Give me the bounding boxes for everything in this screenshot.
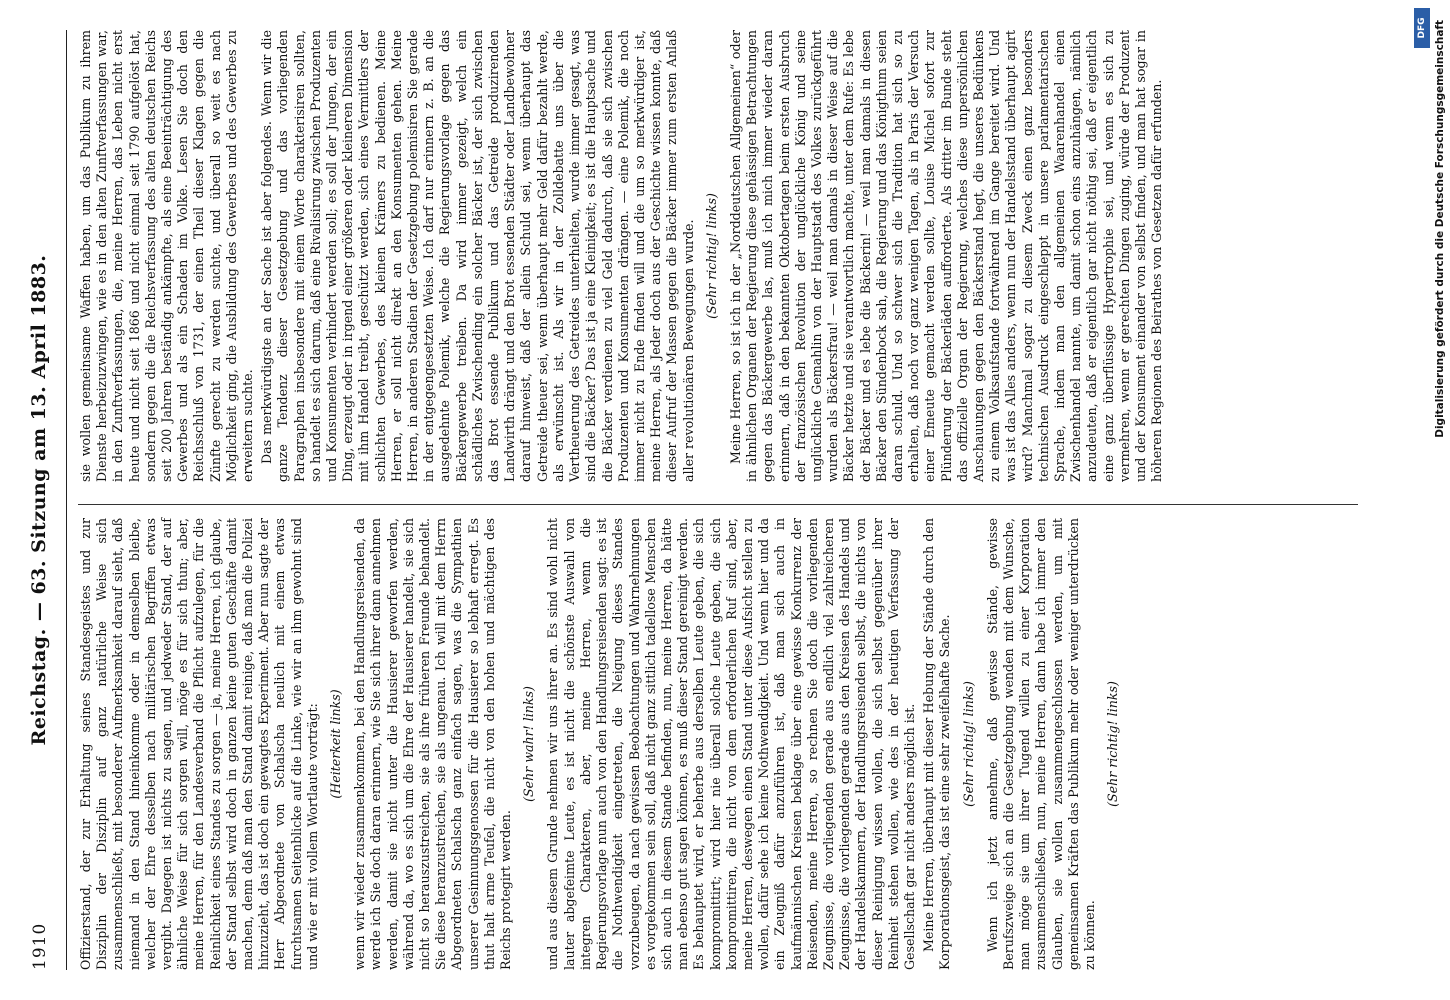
- interjection: (Heiterkeit links): [328, 689, 344, 799]
- page-header: [28, 30, 58, 970]
- credit-text: Digitalisierung gefördert durch die Deutsche Forschungsgemeinschaft: [1434, 20, 1446, 438]
- interjection: (Sehr richtig! links): [960, 681, 976, 807]
- running-title: Reichstag. — 63. Sitzung am 13. April 1883.: [28, 254, 50, 746]
- page-number: 1910: [30, 922, 50, 970]
- right-column: [78, 30, 1368, 482]
- header-rule: [66, 30, 67, 970]
- dfg-logo: [1414, 8, 1430, 48]
- sponsor-credit: [1412, 0, 1446, 1000]
- left-column: [78, 518, 1368, 970]
- interjection: (Sehr richtig! links): [1105, 681, 1121, 807]
- interjection: (Sehr wahr! links): [521, 686, 537, 802]
- paragraph: Offizierstand, der zur Erhaltung seines Standesgeistes und zur Disziplin der Disziplin auf ganz natürliche Weise sich zusammenschließt, mit besonderer Aufmerksamkeit darauf sieht, daß niemand in den Stand hineinkomme oder in demselben bleibe, welcher der Ehre desselben nach militärischen Begriffen etwas vergibt. Dagegen ist nichts zu sagen, und jedweder Stand, der auf ähnliche Weise für sich sorgen will, möge es für sich thun; aber, meine Herren, für den Landesverband die Pflicht aufzulegen, für die Reinlichkeit eines Standes zu sorgen — ja, meine Herren, ich glaube, der Stand selbst wird doch in ganzen keine guten Geschäfte damit machen, denn daß man den Stand damit reinige, daß man die Polizei hinzuzieht, das ist doch ein gewagtes Experiment. Aber nun sagte der Herr Abgeordnete von Schalscha neulich mit einem etwas furchtsamen Seitenblicke auf die Linke, wie wir an ihm gewohnt sind und wie er mit vollem Wortlaute vorträgt:: [78, 518, 320, 970]
- paragraph: Das merkwürdigste an der Sache ist aber folgendes. Wenn wir die ganze Tendenz dieser Gesetzgebung und das vorliegenden Paragraphen insbesondere mit einem Worte charakterisiren sollten, so handelt es sich darum, daß eine Rivalisirung zwischen Produzenten und Konsumenten verhindert werden soll; es soll der Jungen, der ein Ding, erzeugt oder in irgend einer größeren oder kleineren Dimension mit ihm Handel treibt, geschützt werden, sich eines Vermittlers der schlichten Gewerbes, des kleinen Krämers zu bedienen. Meine Herren, er soll nicht direkt an den Konsumenten gehen. Meine Herren, in anderen Stadien der Gesetzgebung polemisiren Sie gerade in der entgegengesetzten Weise. Ich darf nur erinnern z. B. an die ausgedehnte Polemik, welche die Regierungsvorlage gegen das Bäckergewerbe treiben. Da wird immer gezeigt, welch ein schädliches Zwischending ein solcher Bäcker ist, der sich zwischen das Brot essende Publikum und das Getreide produzirenden Landwirth drängt und den Brot essenden Städter oder Landbewohner darauf hinweist, daß der allein Schuld sei, wenn überhaupt das Getreide theuer sei, wenn überhaupt mehr Geld dafür bezahlt werde, als erwünscht ist. Als wir in der Zolldebatte uns über die Vertheuerung des Getreides unterhielten, wurde immer gesagt, was sind die Bäcker? Das ist ja eine Kleinigkeit; es ist die Hauptsache und die Bäcker verdienen zu viel Geld dadurch, daß sie sich zwischen Produzenten und Konsumenten drängen. — eine Polemik, die noch immer nicht zu Ende finden will und die um so merkwürdiger ist, meine Herren, als Jeder doch aus der Geschichte wissen konnte, daß dieser Aufruf der Massen gegen die Bäcker immer zum ersten Anlaß aller revolutionären Bewegungen wurde.: [259, 30, 696, 482]
- paragraph: Meine Herren, überhaupt mit dieser Hebung der Stände durch den Korporationsgeist, das ist eine sehr zweifelhafte Sache.: [921, 518, 953, 970]
- column-divider: [78, 504, 1358, 505]
- paragraph: und aus diesem Grunde nehmen wir uns ihrer an. Es sind wohl nicht lauter abgefeimte Leute, es ist nicht die schönste Auswahl von integren Charakteren, aber, meine Herren, wenn die Regierungsvorlage nun auch von den Handlungsreisenden sagt: es ist die Nothwendigkeit eingetreten, die Neigung dieses Standes vorzubeugen, da nach gewissen Beobachtungen und Wahrnehmungen es vorgekommen sein soll, daß nicht ganz sittlich tadellose Menschen sich auch in diesem Stande befinden, nun, meine Herren, da hätte man ebenso gut sagen können, es muß dieser Stand gereinigt werden. Es behauptet wird, er beherbe aus derselben Leute geben, die sich kompromittirt; wird hier nie überall solche Leute geben, die sich kompromittiren, die nicht von dem erforderlichen Ruf sind, aber, meine Herren, deswegen einen Stand unter diese Aufsicht stellen zu wollen, dafür sehe ich keine Nothwendigkeit. Und wenn hier und da ein Zeugniß dafür anzuführen ist, daß man sich auch in kaufmännischen Kreisen beklage über eine gewisse Konkurrenz der Reisenden, meine Herren, so rechnen Sie doch die vorliegenden Zeugnisse, die vorliegenden gerade aus endlich viel zahlreicheren Zeugnisse, die vorliegenden gerade aus den Kreisen des Handels und der Handelskammern, der Handlungsreisenden selbst, die nichts von dieser Reinigung wissen wollen, die sich selbst gegenüber ihrer Reinheit stehen wollen, wie des in der heutigen Verfassung der Gesellschaft gar nicht anders möglich ist.: [545, 518, 917, 970]
- interjection: (Sehr richtig! links): [703, 193, 719, 319]
- paragraph: Meine Herren, so ist ich in der „Norddeutschen Allgemeinen“ oder in ähnlichen Organen der Regierung diese gehässigen Betrachtungen gegen das Bäckergewerbe las, muß ich mich immer wieder daran erinnern, daß in den bekannten Oktobertagen beim ersten Ausbruch der französischen Revolution der unglückliche König und seine unglückliche Gemahlin von der Hauptstadt des Volkes zurückgeführt wurden als Bäckersfrau! — weil man damals in dieser Weise auf die Bäcker hetzte und sie verantwortlich machte, unter dem Rufe: Es lebe der Bäcker und es lebe die Bäckerin! — weil man damals in diesen Bäcker den Sündenbock sah, die Regierung und das Königthum seien daran schuld. Und so schwer sich die Tradition hat sich so zu erhalten, daß noch vor ganz wenigen Tagen, als in Paris der Versuch einer Emeute gemacht werden sollte, Louise Michel sofort zur Plünderung der Bäckerläden aufforderte. Als dritter im Bunde steht das offizielle Organ der Regierung, welches diese unpersönlichen Anschauungen gegen den Bäckerstand hegt, die unseres Bedünkens zu einem Volksaufstande fortwährend im Gange bereitet wird. Und was ist das Alles anders, wenn nun der Handelsstand überhaupt agirt wird? Manchmal sogar zu diesem Zweck einen ganz besonders technischen Ausdruck eingeschleppt in unsere parlamentarischen Sprache, indem man den allgemeinen Waarenhandel einen Zwischenhandel nannte, um damit schon eins anzuhängen, nämlich anzudeuten, daß er eigentlich gar nicht nöthig sei, daß er eigentlich eine ganz überflüssige Hypertrophie sei, und wenn es sich zu vermehren, wenn er gerechten Dingen zuging, würde der Produzent und der Konsument einander von selbst finden, und man hat sogar in höheren Regionen des Beirathes von Gesetzen dafür erfunden.: [727, 30, 1165, 482]
- paragraph: sie wollen gemeinsame Waffen haben, um das Publikum zu ihrem Dienste herbeizuzwingen, wie es in den alten Zunftverfassungen war, in den Zunftverfassungen, die, meine Herren, das Leben nicht erst heute und nicht seit 1866 und nicht einmal seit 1790 aufgelöst hat, sondern gegen die die Reichsverfassung des alten deutschen Reichs seit 200 Jahren beständig ankämpfte, als eine Beeinträchtigung des Gewerbes und als ein Schaden im Volke. Lesen Sie doch den Reichsschluß von 1731, der einen Theil dieser Klagen gegen die Zünfte gerecht zu werden suchte, und überall so weit es nach Möglichkeit ging, die Ausbildung des Gewerbes und des Gewerbes zu erweitern suchte.: [78, 30, 256, 482]
- paragraph: Wenn ich jetzt annehme, daß gewisse Stände, gewisse Berufszweige sich an die Gesetzgebung wenden mit dem Wunsche, man möge sie um ihrer Tugend willen zu einer Korporation zusammenschließen, nun, meine Herren, dann habe ich immer den Glauben, sie wollen zusammengeschlossen werden, um mit gemeinsamen Kräften das Publikum mehr oder weniger unterdrücken zu können.: [984, 518, 1097, 970]
- dfg-logo-text: DFG: [1417, 17, 1427, 39]
- paragraph: wenn wir wieder zusammenkommen, bei den Handlungsreisenden, da werde ich Sie doch daran erinnern, wie Sie sich ihrer dann annehmen werden, damit sie nicht unter die Hausierer geworfen werden, während da, wo es sich um die Ehre der Hausierer handelt, sie sich nicht so herauszustreichen, sie als ihre früheren Freunde behandelt. Sie diese heranzustreichen, sie als ungenau. Ich will mit dem Herrn Abgeordneten Schalscha ganz einfach sagen, was die Sympathien unserer Gesinnungsgenossen für die Hausierer so lebhaft erregt. Es thut halt arme Teufel, die nicht von den hohen und mächtigen des Reichs protegirt werden.: [352, 518, 514, 970]
